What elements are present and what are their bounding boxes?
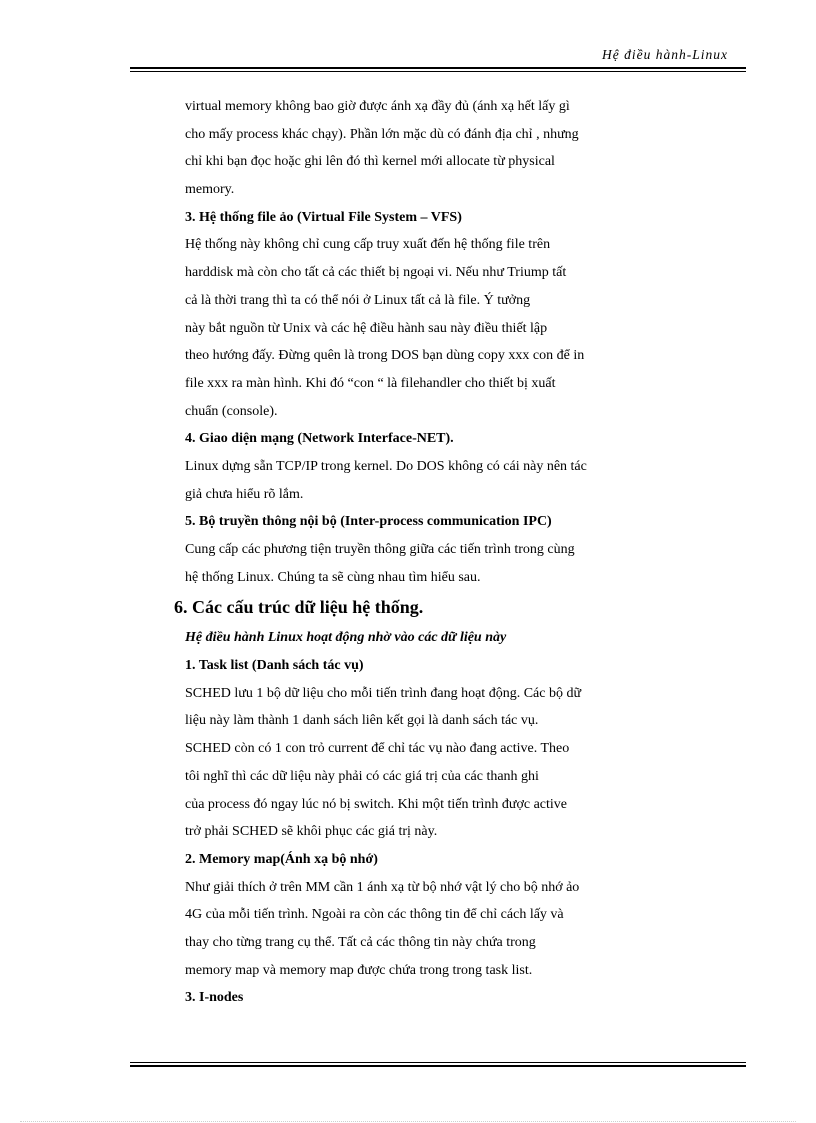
page-edge-divider [20, 1121, 796, 1122]
section-heading-data-structures: 6. Các cấu trúc dữ liệu hệ thống. [174, 597, 424, 618]
paragraph-line: SCHED lưu 1 bộ dữ liệu cho mỗi tiến trình đang hoạt động. Các bộ dữ [185, 685, 582, 701]
heading-vfs: 3. Hệ thống file ảo (Virtual File System – VFS) [185, 209, 462, 225]
paragraph-line: giả chưa hiểu rõ lắm. [185, 486, 304, 502]
document-body [174, 93, 685, 1012]
heading-task-list: 1. Task list (Danh sách tác vụ) [185, 658, 364, 674]
paragraph-line: file xxx ra màn hình. Khi đó “con “ là filehandler cho thiết bị xuất [185, 375, 556, 391]
heading-inodes: 3. I-nodes [185, 990, 244, 1006]
paragraph-line: chuẩn (console). [185, 403, 278, 419]
heading-ipc: 5. Bộ truyền thông nội bộ (Inter-process communication IPC) [185, 514, 552, 530]
paragraph-line: memory. [185, 182, 235, 198]
page-header-title: Hệ điều hành-Linux [602, 47, 728, 62]
paragraph-line: theo hướng đấy. Đừng quên là trong DOS bạn dùng copy xxx con để in [185, 348, 585, 364]
paragraph-line: 4G của mỗi tiến trình. Ngoài ra còn các thông tin để chỉ cách lấy và [185, 907, 564, 923]
header-rule [130, 67, 746, 72]
paragraph-line: trở phải SCHED sẽ khôi phục các giá trị này. [185, 824, 438, 840]
paragraph-line: của process đó ngay lúc nó bị switch. Khi một tiến trình được active [185, 796, 568, 812]
heading-network: 4. Giao diện mạng (Network Interface-NET). [185, 431, 454, 447]
paragraph-line: tôi nghĩ thì các dữ liệu này phải có các giá trị của các thanh ghi [185, 768, 539, 784]
paragraph-line: chỉ khi bạn đọc hoặc ghi lên đó thì kernel mới allocate từ physical [185, 154, 555, 170]
paragraph-line: hệ thống Linux. Chúng ta sẽ cùng nhau tìm hiểu sau. [185, 569, 481, 585]
paragraph-line: Hệ thống này không chỉ cung cấp truy xuất đến hệ thống file trên [185, 237, 551, 253]
paragraph-line: Linux dựng sẵn TCP/IP trong kernel. Do DOS không có cái này nên tác [185, 458, 587, 474]
paragraph-line: virtual memory không bao giờ được ánh xạ đầy đủ (ánh xạ hết lấy gì [185, 99, 570, 114]
paragraph-line: cả là thời trang thì ta có thể nói ở Linux tất cả là file. Ý tưởng [185, 292, 531, 308]
paragraph-line: harddisk mà còn cho tất cả các thiết bị ngoại vi. Nếu như Triump tất [185, 265, 567, 281]
footer-rule [130, 1062, 746, 1067]
paragraph-line: cho mấy process khác chạy). Phần lớn mặc dù có đánh địa chỉ , nhưng [185, 126, 579, 142]
heading-memory-map: 2. Memory map(Ánh xạ bộ nhớ) [185, 851, 378, 867]
paragraph-line: này bắt nguồn từ Unix và các hệ điều hành sau này điều thiết lập [185, 320, 548, 336]
paragraph-line: thay cho từng trang cụ thể. Tất cả các thông tin này chứa trong [185, 934, 536, 950]
paragraph-line: memory map và memory map được chứa trong trong task list. [185, 962, 533, 978]
paragraph-line: SCHED còn có 1 con trỏ current để chỉ tác vụ nào đang active. Theo [185, 741, 570, 757]
section-intro: Hệ điều hành Linux hoạt động nhờ vào các dữ liệu này [185, 630, 507, 646]
paragraph-line: liệu này làm thành 1 danh sách liên kết gọi là danh sách tác vụ. [185, 713, 539, 729]
paragraph-line: Như giải thích ở trên MM cần 1 ánh xạ từ bộ nhớ vật lý cho bộ nhớ ảo [185, 879, 580, 895]
paragraph-line: Cung cấp các phương tiện truyền thông giữa các tiến trình trong cùng [185, 542, 575, 557]
